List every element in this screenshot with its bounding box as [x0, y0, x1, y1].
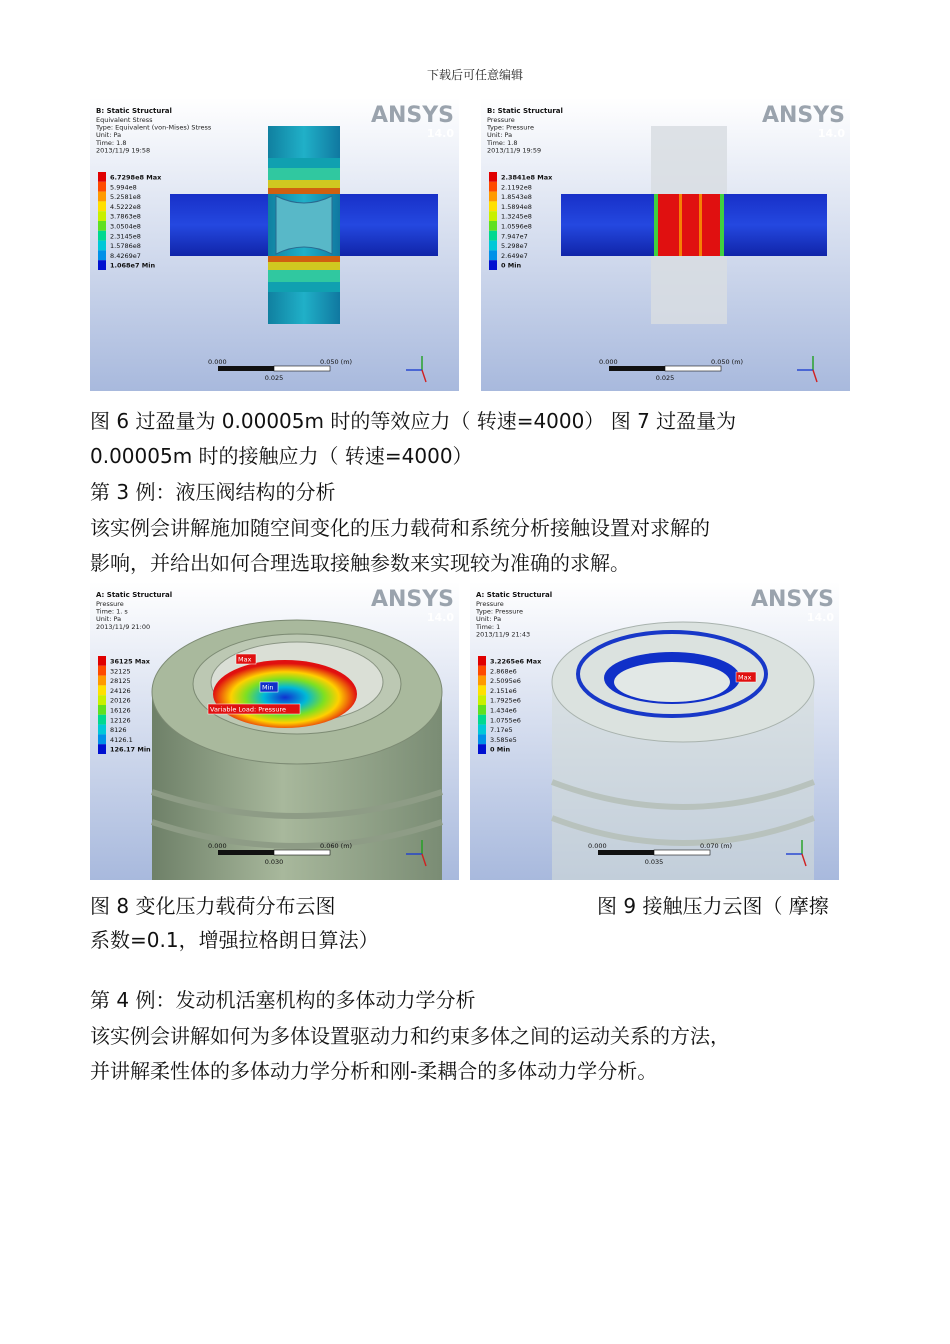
analysis-meta-line: Type: Equivalent (von-Mises) Stress: [96, 123, 212, 132]
scale-right-label: 0.050 (m): [320, 358, 353, 366]
legend-color-swatch: [98, 231, 106, 241]
figure-9-caption-line2: 系数=0.1，增强拉格朗日算法）: [90, 928, 379, 952]
scale-right-label: 0.070 (m): [700, 842, 733, 850]
legend-color-swatch: [489, 192, 497, 202]
legend-label: 2.3145e8: [110, 232, 141, 241]
legend-color-swatch: [98, 725, 106, 735]
legend-color-swatch: [98, 744, 106, 754]
legend-color-swatch: [98, 241, 106, 251]
ansys-logo: ANSYS: [370, 103, 454, 128]
max-tag: Max: [238, 655, 252, 664]
analysis-meta-line: 2013/11/9 21:00: [96, 622, 151, 631]
legend-label: 1.3245e8: [501, 212, 532, 221]
variable-load-tag: Variable Load: Pressure: [210, 705, 286, 714]
analysis-meta-line: Unit: Pa: [96, 131, 122, 140]
analysis-meta-line: Unit: Pa: [96, 615, 122, 624]
legend-color-swatch: [98, 666, 106, 676]
scale-left-label: 0.000: [208, 842, 227, 850]
ansys-logo: ANSYS: [370, 587, 454, 612]
figure-6-7-caption-line1: 图 6 过盈量为 0.00005m 时的等效应力（ 转速=4000） 图 7 过盈量为: [90, 409, 737, 433]
analysis-meta-line: Equivalent Stress: [96, 116, 153, 124]
scale-right-label: 0.060 (m): [320, 842, 353, 850]
example-4-paragraph-line1: 该实例会讲解如何为多体设置驱动力和约束多体之间的运动关系的方法，: [90, 1024, 730, 1048]
legend-label: 3.585e5: [490, 735, 517, 744]
fig6-annotations: [90, 98, 459, 396]
scale-mid-label: 0.035: [644, 858, 664, 866]
scale-left-label: 0.000: [208, 358, 227, 366]
legend-color-swatch: [98, 260, 106, 270]
legend-color-swatch: [478, 676, 486, 686]
legend-label: 1.0755e6: [490, 716, 521, 725]
fig8-annotations: [90, 582, 459, 880]
legend-label: 2.3841e8 Max: [501, 173, 553, 182]
legend-color-swatch: [98, 182, 106, 192]
scale-bar-white: [665, 366, 721, 371]
analysis-meta-line: Unit: Pa: [487, 131, 513, 140]
example-3-paragraph-line1: 该实例会讲解施加随空间变化的压力载荷和系统分析接触设置对求解的: [90, 516, 710, 540]
legend-label: 4126.1: [110, 735, 133, 744]
legend-color-swatch: [489, 211, 497, 221]
scale-bar-black: [598, 850, 654, 855]
analysis-meta-line: 2013/11/9 21:43: [476, 630, 531, 639]
scale-left-label: 0.000: [599, 358, 618, 366]
legend-color-swatch: [98, 695, 106, 705]
legend-color-swatch: [489, 201, 497, 211]
analysis-title: A: Static Structural: [96, 591, 173, 599]
legend-color-swatch: [98, 705, 106, 715]
ansys-logo: ANSYS: [750, 587, 834, 612]
legend-label: 2.868e6: [490, 667, 517, 676]
legend-color-swatch: [478, 705, 486, 715]
ansys-version: 14.0: [426, 611, 454, 624]
analysis-meta-line: Time: 1.8: [487, 138, 518, 147]
max-tag: Max: [738, 673, 752, 682]
legend-color-swatch: [98, 201, 106, 211]
legend-color-swatch: [478, 695, 486, 705]
ansys-version: 14.0: [806, 611, 834, 624]
legend-label: 1.7925e6: [490, 696, 521, 705]
analysis-meta-line: Pressure: [476, 600, 504, 608]
legend-label: 36125 Max: [110, 657, 150, 666]
legend-label: 2.5095e6: [490, 677, 521, 686]
legend-color-swatch: [478, 715, 486, 725]
legend-label: 1.5894e8: [501, 202, 532, 211]
fig9-annotations: [470, 582, 839, 880]
legend-color-swatch: [98, 715, 106, 725]
legend-color-swatch: [478, 656, 486, 666]
legend-label: 12126: [110, 716, 131, 725]
figure-9-caption: 图 9 接触压力云图（ 摩擦: [597, 894, 829, 918]
legend-color-swatch: [98, 685, 106, 695]
example-3-heading: 第 3 例：液压阀结构的分析: [90, 480, 336, 504]
example-3-paragraph-line2: 影响，并给出如何合理选取接触参数来实现较为准确的求解。: [90, 551, 630, 575]
legend-color-swatch: [489, 182, 497, 192]
legend-color-swatch: [98, 734, 106, 744]
scale-mid-label: 0.030: [264, 858, 284, 866]
legend-label: 7.947e7: [501, 232, 528, 241]
ansys-version: 14.0: [426, 127, 454, 140]
legend-label: 8.4269e7: [110, 251, 141, 260]
example-4-heading: 第 4 例：发动机活塞机构的多体动力学分析: [90, 988, 476, 1012]
example-4-paragraph-line2: 并讲解柔性体的多体动力学分析和刚-柔耦合的多体动力学分析。: [90, 1059, 658, 1083]
legend-color-swatch: [478, 685, 486, 695]
legend-label: 6.7298e8 Max: [110, 173, 162, 182]
min-tag: Min: [262, 683, 274, 692]
scale-bar-white: [274, 366, 330, 371]
legend-label: 5.298e7: [501, 242, 528, 251]
page-header: 下载后可任意编辑: [426, 68, 523, 82]
analysis-meta-line: Unit: Pa: [476, 615, 502, 624]
analysis-meta-line: Time: 1.8: [96, 138, 127, 147]
scale-bar-black: [218, 850, 274, 855]
legend-color-swatch: [489, 250, 497, 260]
legend-label: 3.0504e8: [110, 222, 141, 231]
legend-color-swatch: [98, 221, 106, 231]
analysis-meta-line: Type: Pressure: [476, 607, 523, 616]
legend-color-swatch: [489, 172, 497, 182]
legend-color-swatch: [98, 656, 106, 666]
analysis-meta-line: 2013/11/9 19:58: [96, 146, 151, 155]
figure-8-caption: 图 8 变化压力载荷分布云图: [90, 894, 336, 918]
legend-color-swatch: [489, 260, 497, 270]
scale-bar-black: [218, 366, 274, 371]
legend-label: 28125: [110, 677, 131, 686]
fig7-annotations: [481, 98, 850, 396]
legend-label: 2.1192e8: [501, 183, 532, 192]
legend-color-swatch: [98, 172, 106, 182]
analysis-title: B: Static Structural: [487, 107, 563, 115]
legend-color-swatch: [98, 192, 106, 202]
scale-mid-label: 0.025: [264, 374, 284, 382]
legend-label: 1.8543e8: [501, 193, 532, 202]
ansys-version: 14.0: [817, 127, 845, 140]
legend-color-swatch: [478, 744, 486, 754]
legend-label: 1.068e7 Min: [110, 261, 156, 270]
axis-x-icon: [813, 370, 817, 382]
legend-label: 2.151e6: [490, 686, 517, 695]
legend-color-swatch: [98, 676, 106, 686]
legend-color-swatch: [478, 666, 486, 676]
legend-label: 20126: [110, 696, 131, 705]
legend-color-swatch: [489, 221, 497, 231]
legend-label: 32125: [110, 667, 131, 676]
legend-label: 3.7863e8: [110, 212, 141, 221]
legend-label: 3.2265e6 Max: [490, 657, 542, 666]
legend-label: 16126: [110, 706, 131, 715]
legend-label: 8126: [110, 726, 127, 735]
legend-label: 1.5786e8: [110, 242, 141, 251]
legend-label: 0 Min: [490, 745, 511, 754]
axis-x-icon: [422, 370, 426, 382]
axis-x-icon: [802, 854, 806, 866]
legend-label: 5.994e8: [110, 183, 137, 192]
legend-color-swatch: [98, 250, 106, 260]
analysis-meta-line: Type: Pressure: [487, 123, 534, 132]
figure-6-7-caption-line2: 0.00005m 时的接触应力（ 转速=4000）: [90, 444, 473, 468]
scale-right-label: 0.050 (m): [711, 358, 744, 366]
legend-color-swatch: [478, 734, 486, 744]
legend-label: 1.0596e8: [501, 222, 532, 231]
legend-label: 1.434e6: [490, 706, 517, 715]
analysis-meta-line: Time: 1. s: [96, 607, 128, 616]
analysis-meta-line: Pressure: [96, 600, 124, 608]
legend-label: 5.2581e8: [110, 193, 141, 202]
analysis-title: B: Static Structural: [96, 107, 172, 115]
scale-left-label: 0.000: [588, 842, 607, 850]
scale-bar-black: [609, 366, 665, 371]
legend-color-swatch: [489, 241, 497, 251]
legend-color-swatch: [489, 231, 497, 241]
legend-label: 0 Min: [501, 261, 522, 270]
analysis-title: A: Static Structural: [476, 591, 553, 599]
legend-color-swatch: [478, 725, 486, 735]
analysis-meta-line: Time: 1: [476, 622, 501, 631]
analysis-meta-line: 2013/11/9 19:59: [487, 146, 542, 155]
legend-label: 4.5222e8: [110, 202, 141, 211]
legend-label: 2.649e7: [501, 251, 528, 260]
scale-mid-label: 0.025: [655, 374, 675, 382]
legend-label: 7.17e5: [490, 726, 513, 735]
axis-x-icon: [422, 854, 426, 866]
ansys-logo: ANSYS: [761, 103, 845, 128]
legend-label: 126.17 Min: [110, 745, 151, 754]
legend-color-swatch: [98, 211, 106, 221]
legend-label: 24126: [110, 686, 131, 695]
scale-bar-white: [654, 850, 710, 855]
analysis-meta-line: Pressure: [487, 116, 515, 124]
scale-bar-white: [274, 850, 330, 855]
